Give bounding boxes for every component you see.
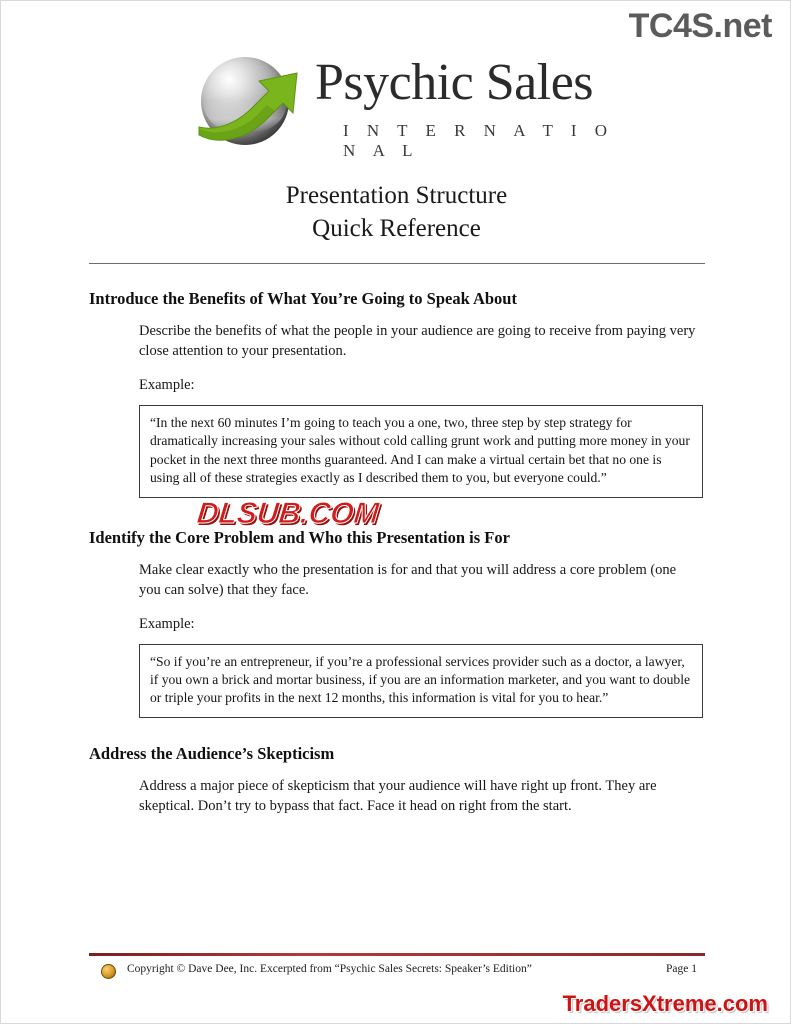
brand-subtitle: I N T E R N A T I O N A L [343, 121, 615, 160]
page-title-line1: Presentation Structure [285, 182, 508, 209]
example-label: Example: [139, 615, 195, 632]
document-content [89, 289, 705, 830]
page-footer [89, 961, 705, 981]
logo-block [197, 47, 617, 160]
section-body: Describe the benefits of what the people in your audience are going to receive from paying very close attention to your presentation. [139, 323, 696, 359]
section-heading: Address the Audience’s Skepticism [89, 743, 335, 763]
footer-page-number: Page 1 [666, 963, 697, 975]
section-heading: Identify the Core Problem and Who this Presentation is For [89, 527, 510, 547]
logo-mark-icon [197, 49, 303, 153]
section-1 [89, 289, 705, 498]
example-quote-box: “In the next 60 minutes I’m going to teach you a one, two, three step by step strategy for dramatically increasing your sales without cold calling grunt work and putting more money in your pocket in the next three months guaranteed. And I can make a virtual certain bet that no one is using all of these strategies exactly as I described them to you, but everyone could.” [139, 405, 703, 498]
footer-copyright: Copyright © Dave Dee, Inc. Excerpted from “Psychic Sales Secrets: Speaker’s Edition” [127, 963, 532, 975]
watermark-dlsub: DLSUB.COM [195, 497, 381, 530]
section-body: Make clear exactly who the presentation is for and that you will address a core problem (one you can solve) that they face. [139, 561, 677, 598]
page-title-line2: Quick Reference [312, 215, 481, 242]
example-label: Example: [139, 377, 195, 393]
section-body: Address a major piece of skepticism that your audience will have right up front. They are skeptical. Don’t try to bypass that fact. Face it head on right from the start. [139, 777, 657, 814]
spacer-2 [89, 718, 705, 744]
footer-divider [89, 953, 705, 956]
brand-name: Psychic Sales [315, 54, 594, 111]
section-heading: Introduce the Benefits of What You’re Going to Speak About [89, 289, 517, 308]
title-divider [89, 263, 705, 264]
section-2 [89, 528, 705, 718]
green-arrow-icon [197, 49, 303, 153]
example-quote-box: “So if you’re an entrepreneur, if you’re a professional services provider such as a doctor, a lawyer, if you own a brick and mortar business, if you are an information marketer, and you want to double or triple your profits in the next 12 months, this information is vital for you to hear.” [139, 644, 703, 718]
page-title [1, 179, 791, 245]
spacer-1 [89, 498, 705, 528]
gold-seal-icon [101, 964, 116, 979]
watermark-tc4s: TC4S.net [628, 7, 772, 45]
section-3 [89, 744, 705, 816]
watermark-tradersxtreme: TradersXtreme.com [562, 991, 768, 1016]
